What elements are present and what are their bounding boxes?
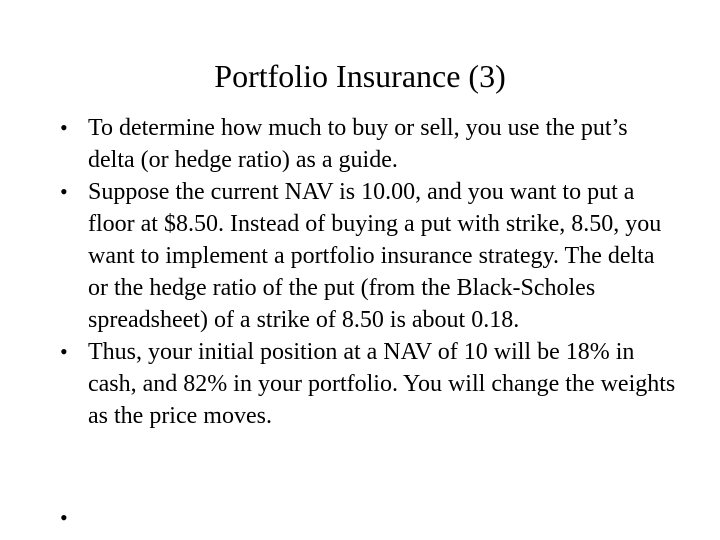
bullet-icon: • — [60, 179, 68, 204]
bullet-item — [58, 112, 678, 176]
bullet-item — [58, 176, 678, 336]
bullet-icon: • — [60, 115, 68, 140]
bullet-text: Suppose the current NAV is 10.00, and you want to put a floor at $8.50. Instead of buying a put with strike, 8.50, you want to implement a portfolio insurance strategy. The delta or the hedge ratio of the put (from the Black-Scholes spreadsheet) of a strike of 8.50 is about 0.18. — [88, 179, 662, 333]
slide-title: Portfolio Insurance (3) — [214, 58, 506, 94]
bullet-text: Thus, your initial position at a NAV of 10 will be 18% in cash, and 82% in your portfolio. You will change the weights as the price moves. — [88, 339, 676, 429]
bullet-text: To determine how much to buy or sell, you use the put’s delta (or hedge ratio) as a guide. — [88, 115, 628, 173]
bullet-icon: • — [60, 339, 68, 364]
bullet-item — [58, 336, 678, 432]
empty-bullet-icon: • — [60, 505, 68, 530]
bullet-list — [58, 112, 678, 432]
